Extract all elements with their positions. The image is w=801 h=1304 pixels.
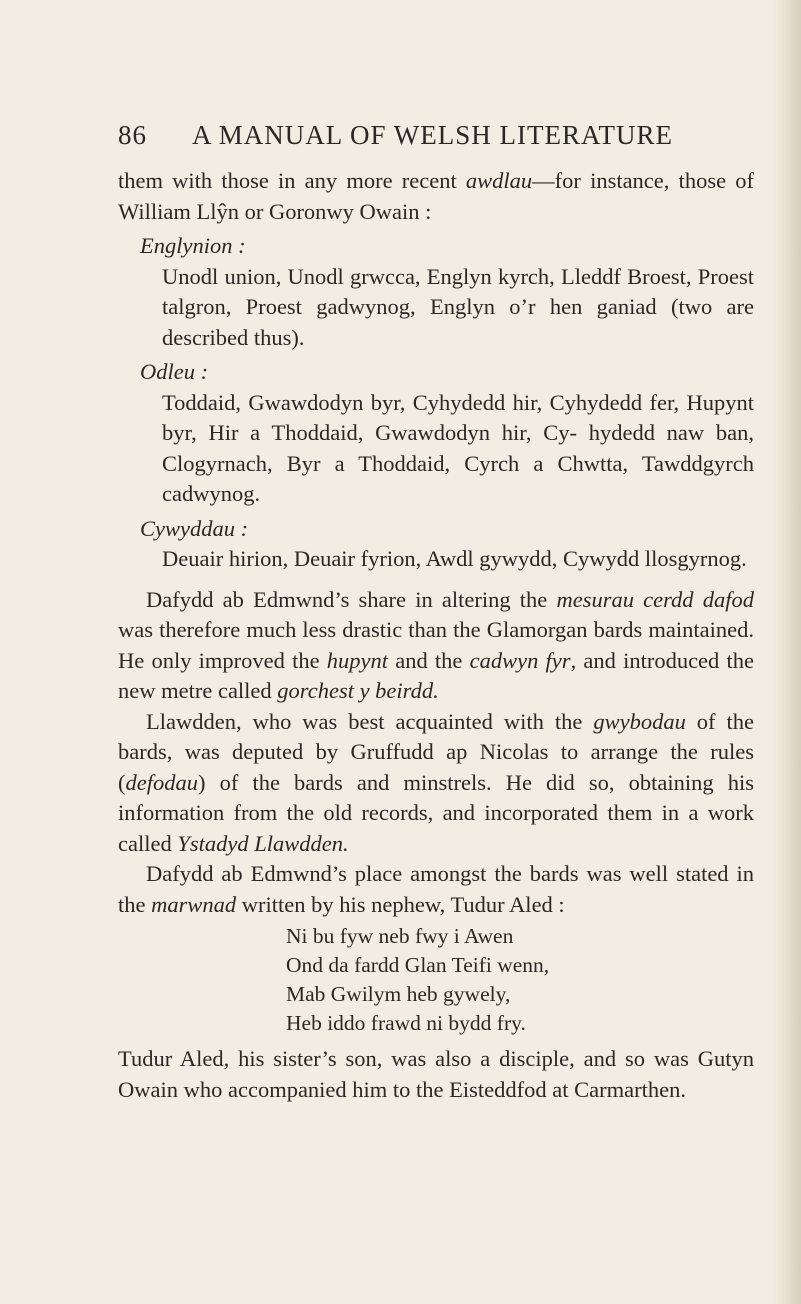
text: Tudur Aled, his sister’s son, was also a disciple, and so was Gutyn Owain who accompanied him to the Eisteddfod at Carmarthen. <box>118 1046 754 1102</box>
text: Dafydd ab Edmwnd’s place amongst the bards was well stated in the <box>118 861 754 917</box>
paragraph-edmwnd-share <box>118 585 754 707</box>
page-edge-shadow <box>773 0 801 1304</box>
intro-text-1: them with those in any more recent <box>118 168 466 193</box>
paragraph-llawdden <box>118 707 754 860</box>
category-body: Deuair hirion, Deuair fyrion, Awdl gywydd, Cywydd llosgyrnog. <box>162 546 747 571</box>
italic-term: hupynt <box>326 647 389 673</box>
page-body <box>118 166 754 1105</box>
running-header <box>118 120 761 151</box>
category-body: Toddaid, Gwawdodyn byr, Cyhydedd hir, Cyhydedd fer, Hupynt byr, Hir a Thoddaid, Gwawdodyn hir, Cy- hydedd naw ban, Clogyrnach, Byr a Thoddaid, Cyrch a Chwtta, Tawddgyrch cadwynog. <box>162 389 754 506</box>
italic-term: cadwyn fyr <box>469 647 571 673</box>
poem-line: Ond da fardd Glan Teifi wenn, <box>286 953 550 977</box>
text: and the <box>388 647 470 673</box>
category-odleu <box>118 357 754 510</box>
running-title: A MANUAL OF WELSH LITERATURE <box>192 120 673 150</box>
italic-term: gwybodau <box>593 708 686 734</box>
text: ) of the bards and minstrels. He did so, obtaining his information from the old records, and incorporated them in a work called <box>118 769 754 856</box>
page-number: 86 <box>118 120 147 150</box>
italic-term: marwnad <box>151 891 237 917</box>
poem-line: Ni bu fyw neb fwy i Awen <box>286 924 514 948</box>
intro-paragraph <box>118 166 754 227</box>
italic-term: gorchest y beirdd. <box>277 678 439 703</box>
intro-italic-awdlau: awdlau <box>465 168 533 193</box>
italic-term: mesurau cerdd dafod <box>556 586 754 612</box>
text: , and introduced the new metre called <box>118 647 754 703</box>
paragraph-tudur-aled <box>118 1044 754 1105</box>
category-heading: Odleu : <box>140 359 209 384</box>
category-englynion <box>118 231 754 353</box>
paragraph-edmwnd-place <box>118 859 754 920</box>
italic-term: Ystadyd Llawdden. <box>177 830 349 856</box>
category-body: Unodl union, Unodl grwcca, Englyn kyrch, Lleddf Broest, Proest talgron, Proest gadwynog, Englyn o’r hen ganiad (two are described thus). <box>162 263 754 350</box>
poem-line: Mab Gwilym heb gywely, <box>286 982 511 1006</box>
text: Dafydd ab Edmwnd’s share in altering the <box>146 586 557 612</box>
category-heading: Englynion : <box>140 233 246 258</box>
text: written by his nephew, Tudur Aled : <box>236 891 565 917</box>
text: of the bards, was deputed by Gruffudd ap Nicolas to arrange the rules ( <box>118 708 755 795</box>
poem-quotation <box>286 922 754 1038</box>
category-cywyddau <box>118 514 754 575</box>
text: was therefore much less drastic than the Glamorgan bards maintained. He only improved the <box>118 617 754 673</box>
italic-term: defodau <box>125 769 198 795</box>
text: Llawdden, who was best acquainted with the <box>146 708 594 734</box>
intro-text-2: —for instance, those of William Llŷn or Goronwy Owain : <box>118 168 754 224</box>
poem-line: Heb iddo frawd ni bydd fry. <box>286 1011 526 1035</box>
category-heading: Cywyddau : <box>140 515 249 541</box>
